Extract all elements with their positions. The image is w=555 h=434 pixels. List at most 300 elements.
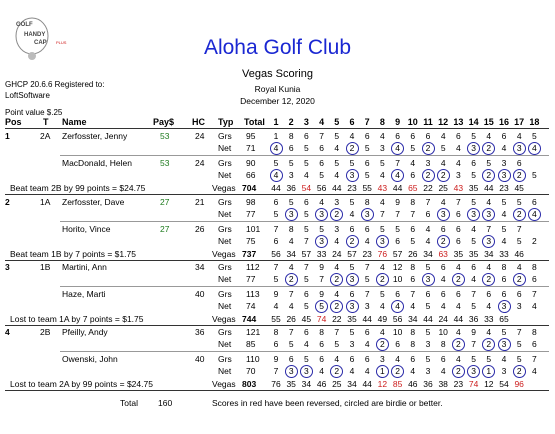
- gross-score: 6: [456, 224, 461, 234]
- group-team: 1A: [40, 197, 51, 207]
- gross-score: 7: [532, 354, 537, 364]
- vegas-score: 46: [514, 249, 524, 259]
- net-score: [467, 339, 481, 349]
- vegas-score: 76: [377, 249, 388, 259]
- net-score: [299, 274, 313, 284]
- col-header-hole-1: 1: [273, 117, 279, 127]
- net-value: 4: [349, 366, 355, 376]
- net-score: [451, 170, 465, 180]
- net-value: 4: [456, 143, 461, 153]
- gross-score: 6: [364, 158, 370, 168]
- vegas-total: 704: [242, 183, 257, 193]
- gross-score: 6: [501, 131, 507, 141]
- net-score: [269, 209, 283, 219]
- gross-score: 5: [288, 197, 294, 207]
- net-score: [360, 301, 374, 311]
- gross-score: 4: [516, 262, 522, 272]
- row-type-gross: Grs: [218, 289, 232, 299]
- net-value: 6: [319, 339, 324, 349]
- birdie-circle: 2: [422, 169, 435, 182]
- net-score: [467, 209, 481, 221]
- net-total: 77: [246, 209, 256, 219]
- gross-score: 8: [288, 131, 294, 141]
- gross-score: 8: [501, 262, 507, 272]
- vegas-total: 803: [242, 379, 257, 389]
- vegas-score: 34: [286, 249, 296, 259]
- player-name: Haze, Marti: [62, 289, 106, 299]
- gross-score: 4: [486, 327, 492, 337]
- net-value: 6: [501, 274, 507, 284]
- svg-text:HANDY: HANDY: [24, 32, 46, 38]
- net-score: [284, 366, 298, 378]
- gross-score: 6: [319, 158, 324, 168]
- net-score: [482, 143, 496, 155]
- gross-score: 6: [349, 354, 355, 364]
- net-total: 71: [246, 143, 256, 153]
- gross-score: 4: [456, 354, 461, 364]
- net-value: 3: [425, 339, 431, 349]
- net-score: [421, 236, 435, 246]
- net-score: [299, 339, 313, 349]
- net-score: [467, 170, 481, 180]
- gross-score: 4: [334, 262, 340, 272]
- net-score: [436, 209, 450, 221]
- col-header-pos: Pos: [5, 117, 22, 127]
- net-value: 3: [425, 366, 431, 376]
- vegas-score: 44: [392, 183, 403, 193]
- header-divider: [5, 128, 549, 129]
- svg-text:PLUS: PLUS: [56, 40, 67, 45]
- net-value: 5: [532, 170, 537, 180]
- birdie-circle: 2: [330, 300, 343, 313]
- net-score: [345, 209, 359, 219]
- vegas-score: 56: [316, 183, 327, 193]
- gross-score: 5: [304, 224, 309, 234]
- player-pay: 53: [160, 158, 170, 168]
- net-value: 5: [334, 339, 340, 349]
- vegas-score: 35: [347, 314, 357, 324]
- group-position: 4: [5, 327, 10, 337]
- gross-score: 9: [273, 354, 279, 364]
- col-header-hole-14: 14: [468, 117, 479, 127]
- player-divider: [60, 286, 549, 287]
- net-value: 4: [380, 170, 385, 180]
- gross-score: 4: [501, 354, 507, 364]
- col-header-hole-13: 13: [453, 117, 464, 127]
- net-value: 4: [334, 170, 340, 180]
- vegas-score: 57: [347, 249, 357, 259]
- gross-score: 4: [380, 262, 385, 272]
- net-score: [421, 339, 435, 349]
- gross-score: 7: [319, 131, 324, 141]
- net-score: [497, 236, 511, 246]
- row-type-net: Net: [218, 209, 232, 219]
- net-score: [269, 339, 283, 349]
- birdie-circle: 4: [528, 142, 541, 155]
- group-position: 2: [5, 197, 10, 207]
- gross-score: 5: [425, 354, 431, 364]
- birdie-circle: 2: [376, 273, 389, 286]
- net-value: 8: [440, 339, 446, 349]
- gross-score: 9: [319, 289, 324, 299]
- footer-total-value: 160: [158, 398, 173, 408]
- group-team: 2B: [40, 327, 51, 337]
- net-score: [451, 236, 465, 246]
- net-value: 4: [532, 366, 537, 376]
- net-score: [406, 236, 420, 246]
- net-value: 6: [319, 143, 324, 153]
- net-score: [345, 366, 359, 376]
- net-score: [512, 143, 526, 155]
- net-score: [360, 366, 374, 376]
- team-summary: Lost to team 2A by 99 points = $24.75: [10, 379, 153, 389]
- vegas-score: 23: [347, 183, 357, 193]
- net-total: 75: [246, 236, 256, 246]
- net-score: [436, 236, 450, 248]
- vegas-score: 33: [499, 249, 509, 259]
- net-score: [330, 209, 344, 221]
- net-value: 7: [410, 209, 416, 219]
- vegas-score: 63: [438, 249, 448, 259]
- vegas-score: 38: [438, 379, 448, 389]
- birdie-circle: 3: [467, 365, 480, 378]
- net-score: [375, 143, 389, 153]
- net-value: 3: [349, 339, 355, 349]
- net-score: [360, 274, 374, 284]
- net-score: [527, 301, 541, 311]
- gross-score: 6: [440, 354, 446, 364]
- net-score: [406, 170, 420, 180]
- vegas-total: 744: [242, 314, 257, 324]
- player-name: Owenski, John: [62, 354, 118, 364]
- gross-score: 6: [304, 327, 309, 337]
- net-score: [330, 143, 344, 153]
- gross-score: 5: [334, 158, 340, 168]
- gross-score: 6: [425, 289, 431, 299]
- col-header-hole-11: 11: [423, 117, 433, 127]
- net-value: 5: [273, 274, 279, 284]
- player-handicap: 24: [195, 131, 205, 141]
- birdie-circle: 2: [330, 208, 343, 221]
- birdie-circle: 2: [330, 365, 343, 378]
- player-handicap: 26: [195, 224, 205, 234]
- net-value: 5: [471, 301, 476, 311]
- gross-score: 7: [288, 327, 294, 337]
- vegas-score: 35: [286, 379, 296, 389]
- birdie-circle: 2: [391, 365, 404, 378]
- net-score: [436, 170, 450, 182]
- net-value: 5: [516, 339, 522, 349]
- gross-score: 8: [410, 262, 416, 272]
- gross-score: 5: [349, 158, 355, 168]
- gross-score: 8: [288, 224, 294, 234]
- net-score: [512, 301, 526, 311]
- net-score: [360, 170, 374, 180]
- net-score: [269, 366, 283, 376]
- gross-score: 5: [380, 289, 385, 299]
- net-score: [284, 170, 298, 180]
- gross-score: 6: [516, 289, 522, 299]
- net-value: 2: [532, 236, 537, 246]
- course-name: Royal Kunia: [254, 84, 301, 94]
- birdie-circle: 3: [315, 208, 328, 221]
- gross-score: 6: [471, 158, 476, 168]
- net-value: 4: [319, 366, 324, 376]
- gross-score: 7: [456, 197, 461, 207]
- net-score: [527, 339, 541, 349]
- point-value: Point value $.25: [5, 108, 63, 117]
- birdie-circle: 3: [315, 235, 328, 248]
- net-score: [421, 274, 435, 286]
- net-value: 4: [273, 301, 279, 311]
- net-value: 4: [410, 301, 416, 311]
- net-score: [375, 209, 389, 219]
- vegas-score: 57: [392, 249, 403, 259]
- gross-score: 6: [425, 131, 431, 141]
- net-score: [269, 301, 283, 311]
- net-total: 74: [246, 301, 256, 311]
- vegas-score: 56: [271, 249, 281, 259]
- net-score: [391, 143, 405, 155]
- net-score: [421, 170, 435, 182]
- player-name: Pfeilly, Andy: [62, 327, 108, 337]
- player-name: Horito, Vince: [62, 224, 111, 234]
- gross-score: 7: [516, 224, 522, 234]
- col-header-hole-8: 8: [379, 117, 385, 127]
- net-score: [497, 274, 511, 284]
- col-header-hole-6: 6: [349, 117, 355, 127]
- net-score: [436, 339, 450, 349]
- gross-score: 6: [440, 262, 446, 272]
- gross-score: 4: [380, 131, 385, 141]
- gross-score: 6: [410, 224, 416, 234]
- birdie-circle: 4: [528, 208, 541, 221]
- player-name: Zerfosster, Jenny: [62, 131, 128, 141]
- birdie-circle: 2: [513, 169, 526, 182]
- vegas-score: 45: [301, 314, 312, 324]
- net-value: 4: [501, 209, 507, 219]
- net-value: 4: [364, 366, 370, 376]
- gross-score: 6: [395, 131, 400, 141]
- gross-score: 5: [304, 354, 309, 364]
- net-value: 5: [304, 143, 309, 153]
- vegas-score: 33: [316, 249, 327, 259]
- net-score: [330, 366, 344, 378]
- vegas-score: 24: [438, 314, 448, 324]
- gross-score: 4: [456, 262, 461, 272]
- vegas-score: 44: [453, 314, 464, 324]
- row-type-gross: Grs: [218, 224, 232, 234]
- vegas-score: 34: [484, 249, 494, 259]
- net-value: 6: [273, 236, 279, 246]
- gross-score: 4: [395, 354, 400, 364]
- vegas-score: 34: [347, 379, 357, 389]
- birdie-circle: 3: [376, 235, 389, 248]
- gross-total: 121: [246, 327, 261, 337]
- player-handicap: 21: [195, 197, 205, 207]
- gross-score: 5: [380, 224, 385, 234]
- birdie-circle: 3: [346, 300, 359, 313]
- birdie-circle: 3: [498, 169, 511, 182]
- net-score: [527, 209, 541, 221]
- net-score: [512, 236, 526, 246]
- birdie-circle: 2: [452, 338, 465, 351]
- player-pay: 27: [160, 197, 170, 207]
- gross-score: 5: [425, 327, 431, 337]
- gross-score: 4: [410, 158, 416, 168]
- gross-score: 5: [471, 354, 476, 364]
- gross-score: 6: [349, 289, 355, 299]
- player-divider: [60, 221, 549, 222]
- vegas-score: 44: [423, 314, 433, 324]
- vegas-score: 55: [271, 314, 281, 324]
- gross-score: 3: [334, 224, 340, 234]
- col-header-team: T: [43, 117, 49, 127]
- vegas-score: 23: [453, 379, 464, 389]
- net-value: 6: [456, 209, 461, 219]
- net-value: 4: [501, 236, 507, 246]
- group-divider: [5, 194, 549, 195]
- birdie-circle: 2: [285, 273, 298, 286]
- net-total: 77: [246, 274, 256, 284]
- net-value: 4: [425, 236, 431, 246]
- net-score: [299, 143, 313, 153]
- vegas-score: 54: [499, 379, 509, 389]
- vegas-score: 26: [408, 249, 418, 259]
- gross-score: 6: [410, 354, 416, 364]
- gross-score: 6: [364, 224, 370, 234]
- row-type-vegas: Vegas: [212, 249, 236, 259]
- birdie-circle: 4: [270, 142, 283, 155]
- net-score: [406, 209, 420, 219]
- net-score: [482, 366, 496, 378]
- net-score: [330, 301, 344, 313]
- gross-score: 5: [486, 354, 492, 364]
- vegas-score: 23: [499, 183, 509, 193]
- net-value: 5: [410, 143, 416, 153]
- gross-score: 6: [349, 224, 355, 234]
- gross-score: 5: [273, 158, 279, 168]
- gross-score: 7: [288, 289, 294, 299]
- net-total: 85: [246, 339, 256, 349]
- net-score: [482, 301, 496, 311]
- gross-score: 5: [395, 224, 400, 234]
- net-score: [284, 274, 298, 286]
- gross-score: 6: [532, 197, 537, 207]
- net-value: 3: [456, 170, 461, 180]
- gross-score: 5: [349, 262, 355, 272]
- birdie-circle: 3: [346, 169, 359, 182]
- vegas-score: 33: [484, 314, 494, 324]
- vegas-score: 35: [453, 249, 464, 259]
- gross-score: 6: [364, 354, 370, 364]
- net-value: 4: [456, 301, 461, 311]
- gross-score: 6: [304, 131, 309, 141]
- net-value: 5: [364, 143, 370, 153]
- col-header-hole-5: 5: [334, 117, 340, 127]
- net-score: [467, 143, 481, 155]
- birdie-circle: 2: [482, 142, 495, 155]
- net-value: 3: [501, 366, 507, 376]
- gross-score: 6: [501, 289, 507, 299]
- net-score: [497, 366, 511, 376]
- birdie-circle: 3: [361, 208, 374, 221]
- birdie-circle: 4: [270, 169, 283, 182]
- gross-score: 7: [425, 197, 431, 207]
- gross-score: 9: [319, 262, 324, 272]
- gross-score: 6: [486, 289, 492, 299]
- net-score: [284, 339, 298, 349]
- birdie-circle: 2: [482, 338, 495, 351]
- row-type-vegas: Vegas: [212, 379, 236, 389]
- net-score: [512, 366, 526, 378]
- gross-score: 6: [410, 131, 416, 141]
- net-score: [391, 274, 405, 284]
- team-summary: Beat team 1B by 7 points = $1.75: [10, 249, 136, 259]
- player-handicap: 40: [195, 354, 205, 364]
- team-summary: Lost to team 1A by 7 points = $1.75: [10, 314, 144, 324]
- net-score: [482, 339, 496, 351]
- gross-score: 7: [273, 224, 279, 234]
- row-type-net: Net: [218, 366, 232, 376]
- net-score: [497, 170, 511, 182]
- gross-score: 3: [501, 158, 507, 168]
- net-value: 6: [273, 339, 279, 349]
- net-value: 8: [410, 339, 416, 349]
- gross-score: 4: [380, 197, 385, 207]
- vegas-score: 56: [392, 314, 403, 324]
- gross-score: 8: [410, 327, 416, 337]
- vegas-score: 22: [332, 314, 342, 324]
- vegas-score: 26: [286, 314, 296, 324]
- vegas-score: 74: [468, 379, 479, 389]
- vegas-score: 55: [362, 183, 372, 193]
- vegas-score: 34: [301, 379, 312, 389]
- net-score: [436, 366, 450, 376]
- vegas-score: 44: [362, 379, 372, 389]
- gross-score: 5: [516, 354, 522, 364]
- vegas-score: 36: [286, 183, 296, 193]
- player-handicap: 36: [195, 327, 205, 337]
- page-title: Aloha Golf Club: [203, 36, 352, 59]
- gross-score: 5: [486, 158, 492, 168]
- net-value: 5: [364, 170, 370, 180]
- net-score: [284, 301, 298, 311]
- net-score: [512, 274, 526, 286]
- vegas-score: 46: [408, 379, 418, 389]
- birdie-circle: 1: [482, 365, 495, 378]
- gross-score: 5: [304, 158, 309, 168]
- gross-score: 4: [516, 131, 522, 141]
- gross-score: 4: [456, 158, 461, 168]
- gross-score: 3: [425, 158, 431, 168]
- net-value: 7: [319, 274, 324, 284]
- gross-score: 6: [456, 131, 461, 141]
- birdie-circle: 3: [285, 208, 298, 221]
- birdie-circle: 2: [482, 169, 495, 182]
- player-name: Zerfosster, Dave: [62, 197, 125, 207]
- gross-score: 7: [395, 158, 400, 168]
- gross-score: 7: [516, 327, 522, 337]
- col-header-hole-16: 16: [498, 117, 509, 127]
- gross-score: 8: [364, 197, 370, 207]
- birdie-circle: 2: [482, 273, 495, 286]
- gross-score: 4: [486, 262, 492, 272]
- gross-total: 98: [246, 197, 256, 207]
- birdie-circle: 3: [300, 365, 313, 378]
- net-score: [451, 339, 465, 351]
- net-value: 4: [334, 143, 340, 153]
